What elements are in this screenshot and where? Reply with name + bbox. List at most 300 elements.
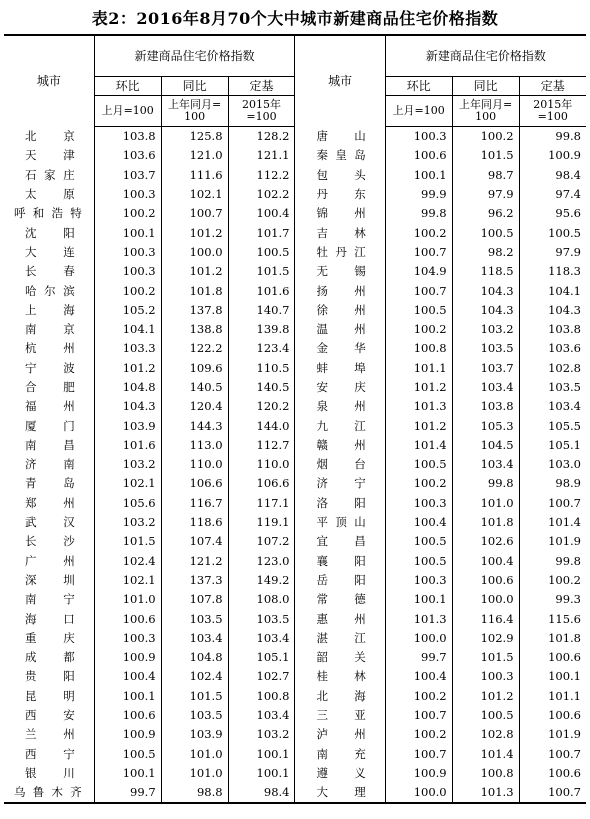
left-yoy-value: 140.5 bbox=[161, 378, 228, 397]
header-yoy-base-right bbox=[452, 96, 519, 127]
left-base-value: 117.1 bbox=[228, 494, 295, 513]
left-yoy-value: 98.8 bbox=[161, 783, 228, 803]
right-mom-value: 100.4 bbox=[385, 667, 452, 686]
right-mom-value: 100.3 bbox=[385, 127, 452, 147]
left-mom-value: 103.3 bbox=[94, 339, 161, 358]
right-mom-value: 99.8 bbox=[385, 204, 452, 223]
left-mom-value: 100.6 bbox=[94, 706, 161, 725]
left-yoy-value: 101.0 bbox=[161, 745, 228, 764]
left-yoy-value: 144.3 bbox=[161, 416, 228, 435]
left-city-name: 广州 bbox=[4, 552, 94, 571]
left-base-value: 140.5 bbox=[228, 378, 295, 397]
right-yoy-value: 103.8 bbox=[452, 397, 519, 416]
right-yoy-value: 118.5 bbox=[452, 262, 519, 281]
table-row bbox=[4, 745, 586, 764]
left-mom-value: 100.1 bbox=[94, 764, 161, 783]
left-yoy-value: 101.8 bbox=[161, 281, 228, 300]
left-mom-value: 102.1 bbox=[94, 474, 161, 493]
left-yoy-value: 104.8 bbox=[161, 648, 228, 667]
right-mom-value: 100.2 bbox=[385, 725, 452, 744]
header-base-right: 定基 bbox=[519, 77, 586, 96]
right-yoy-value: 104.3 bbox=[452, 301, 519, 320]
left-base-value: 101.7 bbox=[228, 223, 295, 242]
right-base-value: 105.1 bbox=[519, 436, 586, 455]
right-mom-value: 100.9 bbox=[385, 764, 452, 783]
left-mom-value: 101.0 bbox=[94, 590, 161, 609]
left-base-value: 103.2 bbox=[228, 725, 295, 744]
right-yoy-value: 101.3 bbox=[452, 783, 519, 803]
header-city-left: 城市 bbox=[4, 35, 94, 127]
table-row bbox=[4, 185, 586, 204]
header-mom-base-left: 上月=100 bbox=[94, 96, 161, 127]
left-base-value: 100.5 bbox=[228, 243, 295, 262]
left-city-name: 郑州 bbox=[4, 494, 94, 513]
right-mom-value: 100.5 bbox=[385, 552, 452, 571]
right-city-name: 济宁 bbox=[295, 474, 385, 493]
left-base-value: 103.4 bbox=[228, 706, 295, 725]
right-city-name: 锦州 bbox=[295, 204, 385, 223]
left-city-name: 银川 bbox=[4, 764, 94, 783]
right-yoy-value: 100.5 bbox=[452, 223, 519, 242]
right-yoy-value: 103.4 bbox=[452, 455, 519, 474]
left-city-name: 贵阳 bbox=[4, 667, 94, 686]
header-yoy-base-line1: 上年同月= bbox=[458, 98, 513, 111]
right-base-value: 100.9 bbox=[519, 146, 586, 165]
header-city-right: 城市 bbox=[295, 35, 385, 127]
table-row bbox=[4, 455, 586, 474]
right-city-name: 扬州 bbox=[295, 281, 385, 300]
right-base-value: 103.4 bbox=[519, 397, 586, 416]
right-mom-value: 100.7 bbox=[385, 281, 452, 300]
left-yoy-value: 101.2 bbox=[161, 223, 228, 242]
table-row bbox=[4, 146, 586, 165]
right-mom-value: 100.5 bbox=[385, 455, 452, 474]
left-city-name: 杭州 bbox=[4, 339, 94, 358]
left-mom-value: 100.1 bbox=[94, 223, 161, 242]
table-row bbox=[4, 783, 586, 803]
right-city-name: 大理 bbox=[295, 783, 385, 803]
left-city-name: 青岛 bbox=[4, 474, 94, 493]
left-yoy-value: 109.6 bbox=[161, 359, 228, 378]
right-city-name: 金华 bbox=[295, 339, 385, 358]
left-city-name: 乌鲁木齐 bbox=[4, 783, 94, 803]
right-yoy-value: 103.4 bbox=[452, 378, 519, 397]
left-base-value: 119.1 bbox=[228, 513, 295, 532]
table-row bbox=[4, 532, 586, 551]
right-mom-value: 101.3 bbox=[385, 609, 452, 628]
right-mom-value: 100.0 bbox=[385, 629, 452, 648]
right-mom-value: 100.2 bbox=[385, 474, 452, 493]
right-city-name: 温州 bbox=[295, 320, 385, 339]
header-base-left: 定基 bbox=[228, 77, 295, 96]
right-yoy-value: 100.5 bbox=[452, 706, 519, 725]
right-base-value: 101.9 bbox=[519, 725, 586, 744]
header-group-left: 新建商品住宅价格指数 bbox=[94, 35, 295, 77]
right-mom-value: 100.7 bbox=[385, 745, 452, 764]
price-index-table bbox=[4, 34, 586, 804]
table-row bbox=[4, 687, 586, 706]
table-row bbox=[4, 378, 586, 397]
left-base-value: 112.7 bbox=[228, 436, 295, 455]
left-mom-value: 101.6 bbox=[94, 436, 161, 455]
right-base-value: 97.9 bbox=[519, 243, 586, 262]
right-base-value: 104.3 bbox=[519, 301, 586, 320]
right-base-value: 99.3 bbox=[519, 590, 586, 609]
table-row bbox=[4, 127, 586, 147]
table-row bbox=[4, 243, 586, 262]
right-mom-value: 100.5 bbox=[385, 532, 452, 551]
right-city-name: 牡丹江 bbox=[295, 243, 385, 262]
table-row bbox=[4, 416, 586, 435]
right-base-value: 101.1 bbox=[519, 687, 586, 706]
header-yoy-base-left bbox=[161, 96, 228, 127]
right-yoy-value: 100.4 bbox=[452, 552, 519, 571]
right-mom-value: 100.4 bbox=[385, 513, 452, 532]
table-row bbox=[4, 223, 586, 242]
left-base-value: 120.2 bbox=[228, 397, 295, 416]
right-base-value: 98.9 bbox=[519, 474, 586, 493]
left-city-name: 南京 bbox=[4, 320, 94, 339]
right-city-name: 蚌埠 bbox=[295, 359, 385, 378]
left-city-name: 兰州 bbox=[4, 725, 94, 744]
left-city-name: 重庆 bbox=[4, 629, 94, 648]
left-mom-value: 103.8 bbox=[94, 127, 161, 147]
right-mom-value: 100.7 bbox=[385, 243, 452, 262]
left-city-name: 宁波 bbox=[4, 359, 94, 378]
left-base-value: 110.5 bbox=[228, 359, 295, 378]
right-yoy-value: 102.6 bbox=[452, 532, 519, 551]
right-base-value: 100.6 bbox=[519, 764, 586, 783]
left-base-value: 100.1 bbox=[228, 764, 295, 783]
right-yoy-value: 101.5 bbox=[452, 648, 519, 667]
left-base-value: 102.7 bbox=[228, 667, 295, 686]
right-yoy-value: 100.0 bbox=[452, 590, 519, 609]
right-mom-value: 100.2 bbox=[385, 320, 452, 339]
left-mom-value: 105.2 bbox=[94, 301, 161, 320]
left-base-value: 100.8 bbox=[228, 687, 295, 706]
left-base-value: 101.5 bbox=[228, 262, 295, 281]
right-base-value: 100.7 bbox=[519, 745, 586, 764]
right-mom-value: 101.4 bbox=[385, 436, 452, 455]
right-city-name: 吉林 bbox=[295, 223, 385, 242]
left-city-name: 西宁 bbox=[4, 745, 94, 764]
table-row bbox=[4, 552, 586, 571]
right-base-value: 100.7 bbox=[519, 494, 586, 513]
left-yoy-value: 125.8 bbox=[161, 127, 228, 147]
left-yoy-value: 120.4 bbox=[161, 397, 228, 416]
right-yoy-value: 99.8 bbox=[452, 474, 519, 493]
right-yoy-value: 102.8 bbox=[452, 725, 519, 744]
left-city-name: 长沙 bbox=[4, 532, 94, 551]
left-yoy-value: 101.2 bbox=[161, 262, 228, 281]
table-row bbox=[4, 648, 586, 667]
right-base-value: 100.6 bbox=[519, 648, 586, 667]
left-city-name: 武汉 bbox=[4, 513, 94, 532]
left-city-name: 上海 bbox=[4, 301, 94, 320]
right-yoy-value: 100.2 bbox=[452, 127, 519, 147]
right-yoy-value: 98.7 bbox=[452, 166, 519, 185]
right-city-name: 烟台 bbox=[295, 455, 385, 474]
table-row bbox=[4, 571, 586, 590]
right-yoy-value: 101.5 bbox=[452, 146, 519, 165]
right-mom-value: 100.3 bbox=[385, 494, 452, 513]
left-base-value: 121.1 bbox=[228, 146, 295, 165]
right-city-name: 桂林 bbox=[295, 667, 385, 686]
left-mom-value: 100.3 bbox=[94, 262, 161, 281]
right-city-name: 秦皇岛 bbox=[295, 146, 385, 165]
table-body bbox=[4, 127, 586, 804]
left-yoy-value: 113.0 bbox=[161, 436, 228, 455]
header-base-base-line2: =100 bbox=[537, 110, 568, 123]
left-yoy-value: 102.1 bbox=[161, 185, 228, 204]
left-yoy-value: 121.0 bbox=[161, 146, 228, 165]
left-mom-value: 102.4 bbox=[94, 552, 161, 571]
right-city-name: 宜昌 bbox=[295, 532, 385, 551]
left-base-value: 123.4 bbox=[228, 339, 295, 358]
left-base-value: 101.6 bbox=[228, 281, 295, 300]
header-yoy-base-line1: 上年同月= bbox=[167, 98, 222, 111]
left-yoy-value: 118.6 bbox=[161, 513, 228, 532]
left-yoy-value: 101.0 bbox=[161, 764, 228, 783]
left-base-value: 112.2 bbox=[228, 166, 295, 185]
right-mom-value: 100.8 bbox=[385, 339, 452, 358]
right-base-value: 102.8 bbox=[519, 359, 586, 378]
left-mom-value: 103.2 bbox=[94, 455, 161, 474]
table-row bbox=[4, 494, 586, 513]
left-city-name: 石家庄 bbox=[4, 166, 94, 185]
right-city-name: 三亚 bbox=[295, 706, 385, 725]
left-yoy-value: 138.8 bbox=[161, 320, 228, 339]
left-city-name: 太原 bbox=[4, 185, 94, 204]
right-city-name: 徐州 bbox=[295, 301, 385, 320]
right-city-name: 安庆 bbox=[295, 378, 385, 397]
table-row bbox=[4, 667, 586, 686]
table-row bbox=[4, 764, 586, 783]
header-group-right: 新建商品住宅价格指数 bbox=[385, 35, 586, 77]
left-city-name: 合肥 bbox=[4, 378, 94, 397]
right-city-name: 泸州 bbox=[295, 725, 385, 744]
table-row bbox=[4, 706, 586, 725]
right-base-value: 101.8 bbox=[519, 629, 586, 648]
left-yoy-value: 110.0 bbox=[161, 455, 228, 474]
header-yoy-left: 同比 bbox=[161, 77, 228, 96]
left-mom-value: 103.2 bbox=[94, 513, 161, 532]
right-base-value: 100.2 bbox=[519, 571, 586, 590]
right-city-name: 南充 bbox=[295, 745, 385, 764]
right-mom-value: 101.2 bbox=[385, 416, 452, 435]
left-yoy-value: 103.5 bbox=[161, 609, 228, 628]
left-yoy-value: 116.7 bbox=[161, 494, 228, 513]
left-mom-value: 105.6 bbox=[94, 494, 161, 513]
right-mom-value: 100.1 bbox=[385, 166, 452, 185]
left-city-name: 天津 bbox=[4, 146, 94, 165]
left-yoy-value: 100.0 bbox=[161, 243, 228, 262]
right-mom-value: 101.3 bbox=[385, 397, 452, 416]
right-yoy-value: 100.8 bbox=[452, 764, 519, 783]
header-base-base-left bbox=[228, 96, 295, 127]
table-row bbox=[4, 397, 586, 416]
right-base-value: 99.8 bbox=[519, 552, 586, 571]
right-base-value: 98.4 bbox=[519, 166, 586, 185]
left-yoy-value: 103.9 bbox=[161, 725, 228, 744]
right-mom-value: 100.2 bbox=[385, 687, 452, 706]
right-base-value: 100.7 bbox=[519, 783, 586, 803]
right-base-value: 103.8 bbox=[519, 320, 586, 339]
right-mom-value: 99.9 bbox=[385, 185, 452, 204]
table-row bbox=[4, 320, 586, 339]
left-yoy-value: 102.4 bbox=[161, 667, 228, 686]
right-mom-value: 101.2 bbox=[385, 378, 452, 397]
left-city-name: 南昌 bbox=[4, 436, 94, 455]
table-row bbox=[4, 281, 586, 300]
right-mom-value: 101.1 bbox=[385, 359, 452, 378]
left-base-value: 100.4 bbox=[228, 204, 295, 223]
left-city-name: 福州 bbox=[4, 397, 94, 416]
left-yoy-value: 137.3 bbox=[161, 571, 228, 590]
left-city-name: 厦门 bbox=[4, 416, 94, 435]
left-mom-value: 104.3 bbox=[94, 397, 161, 416]
right-yoy-value: 104.5 bbox=[452, 436, 519, 455]
right-yoy-value: 103.2 bbox=[452, 320, 519, 339]
right-yoy-value: 98.2 bbox=[452, 243, 519, 262]
right-city-name: 平顶山 bbox=[295, 513, 385, 532]
right-city-name: 韶关 bbox=[295, 648, 385, 667]
left-yoy-value: 103.5 bbox=[161, 706, 228, 725]
right-city-name: 九江 bbox=[295, 416, 385, 435]
left-mom-value: 100.9 bbox=[94, 648, 161, 667]
table-row bbox=[4, 474, 586, 493]
header-base-base-line1: 2015年 bbox=[242, 98, 282, 111]
header-yoy-right: 同比 bbox=[452, 77, 519, 96]
right-yoy-value: 105.3 bbox=[452, 416, 519, 435]
right-base-value: 103.0 bbox=[519, 455, 586, 474]
right-yoy-value: 96.2 bbox=[452, 204, 519, 223]
left-mom-value: 100.5 bbox=[94, 745, 161, 764]
right-city-name: 丹东 bbox=[295, 185, 385, 204]
left-city-name: 深圳 bbox=[4, 571, 94, 590]
header-mom-left: 环比 bbox=[94, 77, 161, 96]
left-mom-value: 100.3 bbox=[94, 243, 161, 262]
left-city-name: 昆明 bbox=[4, 687, 94, 706]
left-base-value: 106.6 bbox=[228, 474, 295, 493]
right-mom-value: 100.5 bbox=[385, 301, 452, 320]
left-city-name: 济南 bbox=[4, 455, 94, 474]
table-row bbox=[4, 166, 586, 185]
right-base-value: 95.6 bbox=[519, 204, 586, 223]
right-yoy-value: 102.9 bbox=[452, 629, 519, 648]
table-row bbox=[4, 301, 586, 320]
right-yoy-value: 103.7 bbox=[452, 359, 519, 378]
table-row bbox=[4, 609, 586, 628]
left-base-value: 144.0 bbox=[228, 416, 295, 435]
left-city-name: 海口 bbox=[4, 609, 94, 628]
right-mom-value: 100.7 bbox=[385, 706, 452, 725]
left-yoy-value: 107.4 bbox=[161, 532, 228, 551]
price-index-table-container bbox=[4, 34, 586, 804]
left-mom-value: 100.1 bbox=[94, 687, 161, 706]
left-base-value: 98.4 bbox=[228, 783, 295, 803]
right-yoy-value: 101.0 bbox=[452, 494, 519, 513]
right-city-name: 北海 bbox=[295, 687, 385, 706]
right-city-name: 洛阳 bbox=[295, 494, 385, 513]
left-base-value: 107.2 bbox=[228, 532, 295, 551]
right-mom-value: 100.2 bbox=[385, 223, 452, 242]
table-row bbox=[4, 359, 586, 378]
table-row bbox=[4, 513, 586, 532]
left-mom-value: 101.5 bbox=[94, 532, 161, 551]
right-base-value: 115.6 bbox=[519, 609, 586, 628]
right-city-name: 唐山 bbox=[295, 127, 385, 147]
left-mom-value: 100.2 bbox=[94, 204, 161, 223]
left-yoy-value: 122.2 bbox=[161, 339, 228, 358]
right-yoy-value: 100.6 bbox=[452, 571, 519, 590]
right-mom-value: 100.3 bbox=[385, 571, 452, 590]
left-yoy-value: 101.5 bbox=[161, 687, 228, 706]
left-mom-value: 100.3 bbox=[94, 185, 161, 204]
right-base-value: 103.6 bbox=[519, 339, 586, 358]
left-base-value: 105.1 bbox=[228, 648, 295, 667]
right-base-value: 104.1 bbox=[519, 281, 586, 300]
left-yoy-value: 106.6 bbox=[161, 474, 228, 493]
table-row bbox=[4, 725, 586, 744]
left-mom-value: 103.7 bbox=[94, 166, 161, 185]
table-row bbox=[4, 262, 586, 281]
right-city-name: 无锡 bbox=[295, 262, 385, 281]
right-mom-value: 99.7 bbox=[385, 648, 452, 667]
left-yoy-value: 107.8 bbox=[161, 590, 228, 609]
right-city-name: 惠州 bbox=[295, 609, 385, 628]
header-mom-base-right: 上月=100 bbox=[385, 96, 452, 127]
left-city-name: 长春 bbox=[4, 262, 94, 281]
right-base-value: 100.1 bbox=[519, 667, 586, 686]
right-mom-value: 100.6 bbox=[385, 146, 452, 165]
right-yoy-value: 101.2 bbox=[452, 687, 519, 706]
left-mom-value: 104.1 bbox=[94, 320, 161, 339]
left-yoy-value: 100.7 bbox=[161, 204, 228, 223]
right-yoy-value: 101.4 bbox=[452, 745, 519, 764]
header-yoy-base-line2: 100 bbox=[184, 110, 206, 123]
left-city-name: 呼和浩特 bbox=[4, 204, 94, 223]
left-mom-value: 99.7 bbox=[94, 783, 161, 803]
left-mom-value: 103.9 bbox=[94, 416, 161, 435]
left-base-value: 123.0 bbox=[228, 552, 295, 571]
left-base-value: 149.2 bbox=[228, 571, 295, 590]
right-yoy-value: 104.3 bbox=[452, 281, 519, 300]
left-city-name: 哈尔滨 bbox=[4, 281, 94, 300]
right-base-value: 100.6 bbox=[519, 706, 586, 725]
right-base-value: 103.5 bbox=[519, 378, 586, 397]
header-yoy-base-line2: 100 bbox=[475, 110, 497, 123]
left-city-name: 西安 bbox=[4, 706, 94, 725]
left-base-value: 140.7 bbox=[228, 301, 295, 320]
right-city-name: 襄阳 bbox=[295, 552, 385, 571]
left-base-value: 102.2 bbox=[228, 185, 295, 204]
right-city-name: 泉州 bbox=[295, 397, 385, 416]
left-yoy-value: 103.4 bbox=[161, 629, 228, 648]
table-row bbox=[4, 590, 586, 609]
left-yoy-value: 121.2 bbox=[161, 552, 228, 571]
right-mom-value: 104.9 bbox=[385, 262, 452, 281]
right-base-value: 100.5 bbox=[519, 223, 586, 242]
left-mom-value: 102.1 bbox=[94, 571, 161, 590]
right-base-value: 105.5 bbox=[519, 416, 586, 435]
header-base-base-line2: =100 bbox=[246, 110, 277, 123]
left-mom-value: 104.8 bbox=[94, 378, 161, 397]
left-base-value: 103.4 bbox=[228, 629, 295, 648]
left-mom-value: 100.6 bbox=[94, 609, 161, 628]
left-base-value: 139.8 bbox=[228, 320, 295, 339]
left-mom-value: 100.2 bbox=[94, 281, 161, 300]
